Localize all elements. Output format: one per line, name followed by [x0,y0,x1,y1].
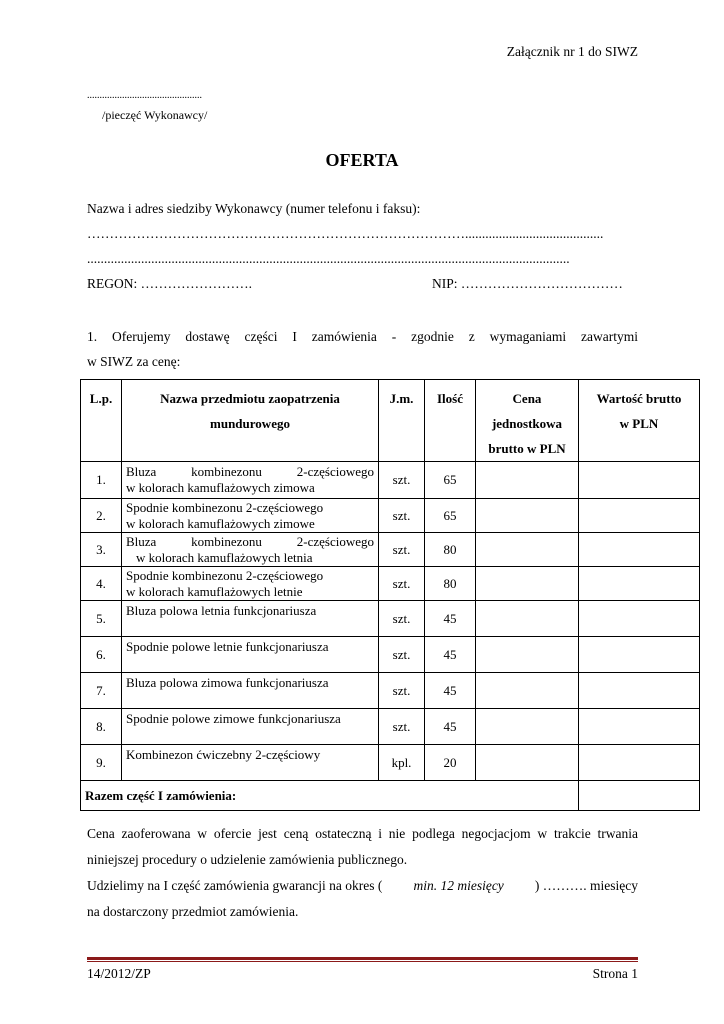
table-row [81,637,700,673]
row-quantity: 65 [425,499,476,533]
row-lp: 4. [81,567,122,601]
header-item-name-line2: mundurowego [210,416,290,431]
table-header-row [81,380,700,462]
header-lp: L.p. [81,380,122,462]
row-unit-price-cell[interactable] [476,709,579,745]
row-item-name: Spodnie polowe zimowe funkcjonariusza [122,709,379,745]
row-gross-value-cell[interactable] [579,567,700,601]
total-value-cell[interactable] [579,781,700,811]
warranty-text-start: Udzielimy na I część zamówienia gwarancji na okres ( [87,878,383,893]
row-gross-value-cell[interactable] [579,637,700,673]
offer-table [80,379,700,811]
offer-intro-line-1: 1. Oferujemy dostawę części I zamówienia - zgodnie z wymaganiami zawartymi [87,329,638,344]
row-item-name [122,533,379,567]
stamp-placeholder-dots: .............................................. [87,90,202,101]
row-unit-price-cell[interactable] [476,601,579,637]
row-gross-value-cell[interactable] [579,709,700,745]
header-item-name-line1: Nazwa przedmiotu zaopatrzenia [160,391,340,406]
row-gross-value-cell[interactable] [579,601,700,637]
row-gross-value-cell[interactable] [579,499,700,533]
row-item-name-line2: w kolorach kamuflażowych zimowe [126,515,315,531]
row-item-name-line2: w kolorach kamuflażowych zimowa [126,480,315,495]
footer-rule-thin [87,961,638,962]
row-item-name-line1: Spodnie kombinezonu 2-częściowego [126,567,324,583]
row-lp: 2. [81,499,122,533]
header-unit: J.m. [379,380,425,462]
table-row [81,601,700,637]
row-item-name [122,499,379,533]
row-lp: 9. [81,745,122,781]
row-item-name: Spodnie polowe letnie funkcjonariusza [122,637,379,673]
row-unit-price-cell[interactable] [476,499,579,533]
row-quantity: 20 [425,745,476,781]
row-unit: szt. [379,462,425,499]
table-row [81,745,700,781]
row-unit: szt. [379,499,425,533]
row-lp: 7. [81,673,122,709]
nip-field: NIP: ……………………………… [432,276,623,291]
row-item-name: Bluza polowa zimowa funkcjonariusza [122,673,379,709]
row-item-name-line1: Bluza kombinezonu 2-częściowego [126,533,374,549]
row-lp: 8. [81,709,122,745]
row-item-name [122,567,379,601]
row-unit-price-cell[interactable] [476,462,579,499]
row-quantity: 80 [425,533,476,567]
row-unit: szt. [379,637,425,673]
row-quantity: 80 [425,567,476,601]
table-row [81,533,700,567]
contractor-name-label: Nazwa i adres siedziby Wykonawcy (numer telefonu i faksu): [87,201,421,216]
row-item-name-line2: w kolorach kamuflażowych letnia [136,549,313,565]
row-gross-value-cell[interactable] [579,745,700,781]
row-lp: 6. [81,637,122,673]
row-quantity: 45 [425,709,476,745]
contractor-name-line-1: …………………………………………………………………………......................................... [87,226,604,241]
header-quantity: Ilość [425,380,476,462]
table-row [81,462,700,499]
row-item-name-line2: w kolorach kamuflażowych letnie [126,583,303,599]
footer-page-number: Strona 1 [592,966,638,981]
row-gross-value-cell[interactable] [579,533,700,567]
row-item-name: Kombinezon ćwiczebny 2-częściowy [122,745,379,781]
header-gross-value-line2: w PLN [619,416,659,431]
row-unit: szt. [379,567,425,601]
row-unit: szt. [379,673,425,709]
table-row [81,499,700,533]
row-quantity: 45 [425,673,476,709]
row-unit-price-cell[interactable] [476,567,579,601]
header-unit-price-line3: brutto w PLN [488,441,566,456]
row-item-name-line1: Spodnie kombinezonu 2-częściowego [126,499,324,515]
row-lp: 5. [81,601,122,637]
row-unit-price-cell[interactable] [476,637,579,673]
footer-rule [87,957,638,960]
row-item-name-line1: Bluza kombinezonu 2-częściowego [126,464,374,479]
row-unit: szt. [379,709,425,745]
row-unit-price-cell[interactable] [476,533,579,567]
row-quantity: 45 [425,601,476,637]
closing-line-1: Cena zaoferowana w ofercie jest ceną ostateczną i nie podlega negocjacjom w trakcie trwania [87,826,638,841]
header-unit-price [476,380,579,462]
row-item-name: Bluza polowa letnia funkcjonariusza [122,601,379,637]
row-quantity: 45 [425,637,476,673]
row-lp: 1. [81,462,122,499]
row-unit: kpl. [379,745,425,781]
attachment-label: Załącznik nr 1 do SIWZ [506,44,638,59]
header-gross-value-line1: Wartość brutto [596,391,682,406]
header-unit-price-line2: jednostkowa [491,416,563,431]
table-row [81,709,700,745]
page-title: OFERTA [325,150,399,170]
footer-reference: 14/2012/ZP [87,966,151,981]
contractor-name-line-2: ............................................................................................................................................... [87,251,570,266]
offer-intro-line-2: w SIWZ za cenę: [87,354,181,369]
warranty-min-period: min. 12 miesięcy [413,878,504,893]
table-row [81,567,700,601]
closing-line-4: na dostarczony przedmiot zamówienia. [87,904,299,919]
table-row [81,673,700,709]
header-gross-value [579,380,700,462]
closing-line-3 [87,873,638,899]
row-gross-value-cell[interactable] [579,462,700,499]
header-item-name [122,380,379,462]
total-row [81,781,700,811]
closing-line-2: niniejszej procedury o udzielenie zamówienia publicznego. [87,852,408,867]
row-quantity: 65 [425,462,476,499]
row-unit: szt. [379,533,425,567]
row-item-name [122,462,379,499]
total-label: Razem część I zamówienia: [81,781,579,811]
row-unit-price-cell[interactable] [476,745,579,781]
row-gross-value-cell[interactable] [579,673,700,709]
warranty-text-end: ) ………. miesięcy [534,878,638,893]
regon-field: REGON: ……………………. [87,276,252,291]
row-unit: szt. [379,601,425,637]
row-unit-price-cell[interactable] [476,673,579,709]
stamp-label: /pieczęć Wykonawcy/ [102,108,208,122]
row-lp: 3. [81,533,122,567]
header-unit-price-line1: Cena [512,391,542,406]
